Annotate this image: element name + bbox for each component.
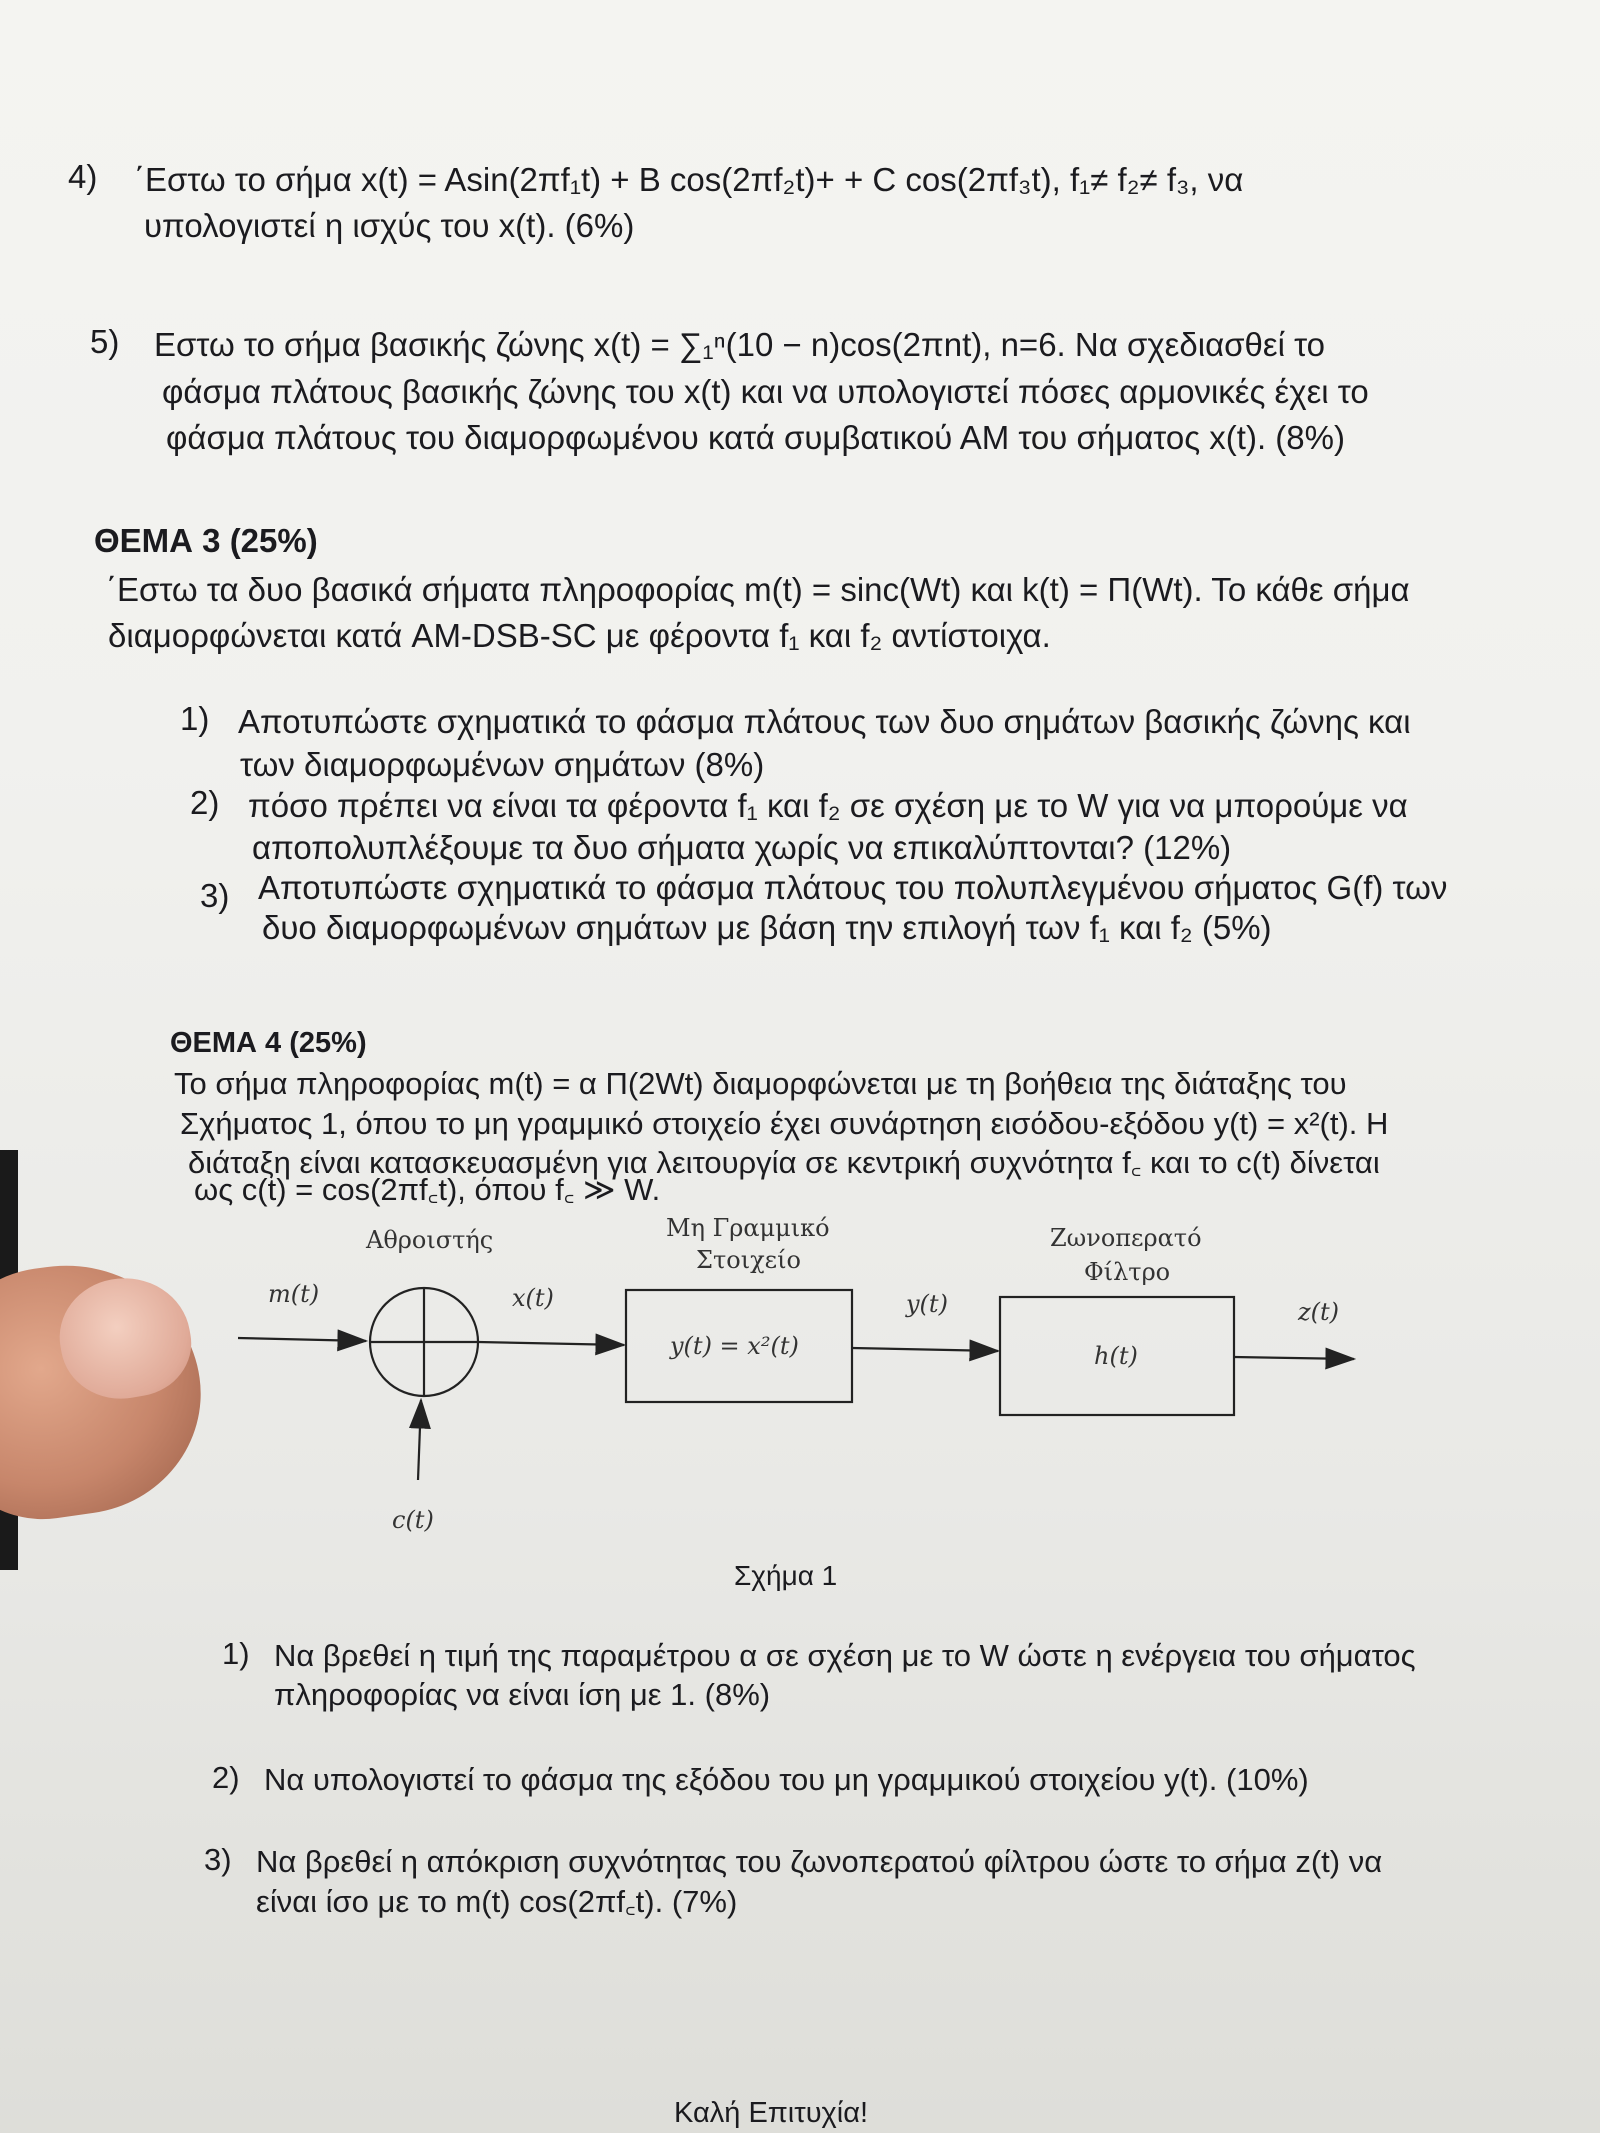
label-z-t: z(t): [1298, 1298, 1340, 1326]
theme4-item-1-line-1: Να βρεθεί η τιμή της παραμέτρου α σε σχέση με το W ώστε η ενέργεια του σήματος: [274, 1638, 1416, 1673]
filter-label-1: Ζωνοπερατό: [1050, 1224, 1202, 1252]
theme3-item-1-number: 1): [180, 700, 210, 737]
block-to-filter-line: [852, 1348, 998, 1351]
theme4-item-1-number: 1): [222, 1636, 250, 1671]
adder-to-block-line: [478, 1342, 624, 1345]
theme3-item-3-line-2: δυο διαμορφωμένων σημάτων με βάση την επιλογή των f₁ και f₂ (5%): [262, 909, 1272, 946]
theme4-intro-3: διάταξη είναι κατασκευασμένη για λειτουργία σε κεντρική συχνότητα f꜀ και το c(t) δίνεται: [188, 1145, 1380, 1180]
filter-label-2: Φίλτρο: [1084, 1258, 1171, 1286]
theme3-item-2-number: 2): [190, 784, 220, 821]
input-line: [238, 1338, 366, 1341]
theme4-heading: ΘΕΜΑ 4 (25%): [170, 1027, 367, 1059]
theme4-item-2-line-1: Να υπολογιστεί το φάσμα της εξόδου του μη γραμμικού στοιχείου y(t). (10%): [264, 1762, 1309, 1797]
block2-text: h(t): [1094, 1342, 1138, 1370]
nonlinear-label-2: Στοιχείο: [696, 1246, 801, 1274]
q5-line-1: Εστω το σήμα βασικής ζώνης x(t) = ∑₁ⁿ(10 − n)cos(2πnt), n=6. Να σχεδιασθεί το: [154, 326, 1326, 363]
adder-label: Αθροιστής: [366, 1226, 494, 1254]
theme4-item-2-number: 2): [212, 1760, 240, 1795]
theme3-heading: ΘΕΜΑ 3 (25%): [94, 522, 318, 559]
nonlinear-label-1: Μη Γραμμικό: [666, 1214, 830, 1242]
q4-line-2: υπολογιστεί η ισχύς του x(t). (6%): [144, 207, 635, 244]
label-c-t: c(t): [392, 1506, 434, 1534]
theme3-intro-1: ΄Εστω τα δυο βασικά σήματα πληροφορίας m(t) = sinc(Wt) και k(t) = Π(Wt). Το κάθε σήμα: [106, 571, 1410, 608]
theme3-intro-2: διαμορφώνεται κατά AM-DSB-SC με φέροντα f₁ και f₂ αντίστοιχα.: [108, 617, 1051, 654]
label-m-t: m(t): [268, 1280, 320, 1308]
theme3-item-3-number: 3): [200, 877, 230, 914]
theme4-item-3-line-2: είναι ίσο με το m(t) cos(2πf꜀t). (7%): [256, 1884, 738, 1919]
block1-text: y(t) = x²(t): [670, 1332, 799, 1360]
theme3-item-1-line-1: Αποτυπώστε σχηματικά το φάσμα πλάτους των δυο σημάτων βασικής ζώνης και: [238, 703, 1411, 740]
footer-text: Καλή Επιτυχία!: [674, 2097, 869, 2129]
theme4-item-3-number: 3): [204, 1842, 232, 1877]
theme4-intro-1: Το σήμα πληροφορίας m(t) = α Π(2Wt) διαμορφώνεται με τη βοήθεια της διάταξης του: [174, 1066, 1347, 1101]
label-x-t: x(t): [512, 1284, 554, 1312]
theme4-intro-2: Σχήματος 1, όπου το μη γραμμικό στοιχείο έχει συνάρτηση εισόδου-εξόδου y(t) = x²(t). Η: [180, 1106, 1389, 1141]
figure-caption: Σχήμα 1: [734, 1560, 838, 1591]
carrier-line: [418, 1400, 421, 1480]
theme3-item-2-line-1: πόσο πρέπει να είναι τα φέροντα f₁ και f₂ σε σχέση με το W για να μπορούμε να: [248, 787, 1408, 824]
theme4-intro-4: ως c(t) = cos(2πf꜀t), όπου f꜀ ≫ W.: [194, 1172, 661, 1207]
q5-line-2: φάσμα πλάτους βασικής ζώνης του x(t) και να υπολογιστεί πόσες αρμονικές έχει το: [162, 373, 1369, 410]
theme4-item-1-line-2: πληροφορίας να είναι ίση με 1. (8%): [274, 1677, 771, 1712]
q4-line-1: ΄Εστω το σήμα x(t) = Asin(2πf₁t) + B cos(2πf₂t)+ + C cos(2πf₃t), f₁≠ f₂≠ f₃, να: [134, 161, 1244, 198]
theme3-item-2-line-2: αποπολυπλέξουμε τα δυο σήματα χωρίς να επικαλύπτονται? (12%): [252, 829, 1232, 866]
theme3-item-1-line-2: των διαμορφωμένων σημάτων (8%): [240, 746, 765, 783]
q5-line-3: φάσμα πλάτους του διαμορφωμένου κατά συμβατικού ΑΜ του σήματος x(t). (8%): [166, 419, 1345, 456]
q5-number: 5): [90, 323, 120, 360]
theme4-item-3-line-1: Να βρεθεί η απόκριση συχνότητας του ζωνοπερατού φίλτρου ώστε το σήμα z(t) να: [256, 1844, 1383, 1879]
q4-number: 4): [68, 158, 98, 195]
label-y-t: y(t): [906, 1290, 948, 1318]
theme3-item-3-line-1: Αποτυπώστε σχηματικά το φάσμα πλάτους του πολυπλεγμένου σήματος G(f) των: [258, 869, 1448, 906]
output-line: [1234, 1357, 1354, 1359]
